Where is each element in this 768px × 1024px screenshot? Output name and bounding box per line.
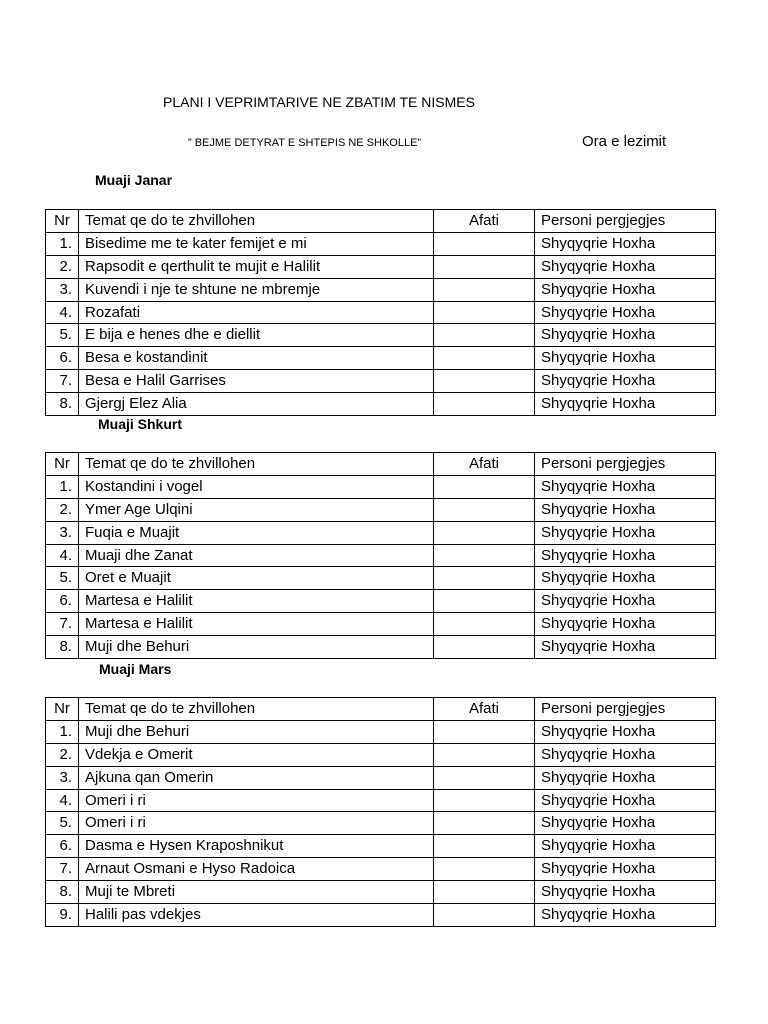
document-title: PLANI I VEPRIMTARIVE NE ZBATIM TE NISMES	[163, 94, 475, 110]
cell-personi: Shyqyqrie Hoxha	[535, 498, 716, 521]
table-row	[46, 278, 716, 301]
cell-nr: 7.	[46, 858, 79, 881]
cell-personi: Shyqyqrie Hoxha	[535, 812, 716, 835]
cell-afati	[434, 636, 535, 659]
table-row	[46, 301, 716, 324]
cell-personi: Shyqyqrie Hoxha	[535, 743, 716, 766]
table-header-row	[46, 698, 716, 721]
cell-afati	[434, 590, 535, 613]
cell-afati	[434, 858, 535, 881]
plan-table-mars	[45, 697, 716, 927]
month-heading-shkurt: Muaji Shkurt	[98, 416, 183, 432]
table-row	[46, 255, 716, 278]
cell-afati	[434, 766, 535, 789]
month-heading-janar: Muaji Janar	[95, 172, 173, 188]
header-nr: Nr	[46, 698, 79, 721]
cell-tema: Rapsodit e qerthulit te mujit e Halilit	[79, 255, 434, 278]
plan-table-janar	[45, 209, 716, 416]
header-tema: Temat qe do te zhvillohen	[79, 210, 434, 233]
cell-personi: Shyqyqrie Hoxha	[535, 393, 716, 416]
header-nr: Nr	[46, 210, 79, 233]
header-afati: Afati	[434, 453, 535, 476]
table-row	[46, 370, 716, 393]
header-afati: Afati	[434, 210, 535, 233]
cell-afati	[434, 544, 535, 567]
header-personi: Personi pergjegjes	[535, 210, 716, 233]
header-tema: Temat qe do te zhvillohen	[79, 698, 434, 721]
cell-tema: Gjergj Elez Alia	[79, 393, 434, 416]
table-row	[46, 812, 716, 835]
cell-tema: Oret e Muajit	[79, 567, 434, 590]
table-row	[46, 858, 716, 881]
cell-afati	[434, 567, 535, 590]
cell-nr: 4.	[46, 301, 79, 324]
cell-afati	[434, 301, 535, 324]
cell-tema: Besa e kostandinit	[79, 347, 434, 370]
cell-personi: Shyqyqrie Hoxha	[535, 720, 716, 743]
cell-nr: 9.	[46, 904, 79, 927]
cell-personi: Shyqyqrie Hoxha	[535, 766, 716, 789]
document-subtitle: ” BEJME DETYRAT E SHTEPIS NE SHKOLLE”	[188, 137, 422, 149]
cell-nr: 2.	[46, 498, 79, 521]
cell-personi: Shyqyqrie Hoxha	[535, 232, 716, 255]
cell-afati	[434, 835, 535, 858]
cell-afati	[434, 255, 535, 278]
table-row	[46, 498, 716, 521]
cell-nr: 2.	[46, 743, 79, 766]
cell-personi: Shyqyqrie Hoxha	[535, 835, 716, 858]
cell-tema: Bisedime me te kater femijet e mi	[79, 232, 434, 255]
table-row	[46, 393, 716, 416]
cell-nr: 8.	[46, 636, 79, 659]
cell-afati	[434, 521, 535, 544]
cell-tema: Fuqia e Muajit	[79, 521, 434, 544]
header-afati: Afati	[434, 698, 535, 721]
cell-tema: Ymer Age Ulqini	[79, 498, 434, 521]
cell-nr: 6.	[46, 835, 79, 858]
cell-personi: Shyqyqrie Hoxha	[535, 521, 716, 544]
cell-tema: Ajkuna qan Omerin	[79, 766, 434, 789]
plan-table-shkurt	[45, 452, 716, 659]
cell-afati	[434, 881, 535, 904]
header-tema: Temat qe do te zhvillohen	[79, 453, 434, 476]
cell-afati	[434, 498, 535, 521]
table-header-row	[46, 453, 716, 476]
cell-nr: 4.	[46, 544, 79, 567]
cell-personi: Shyqyqrie Hoxha	[535, 544, 716, 567]
cell-afati	[434, 789, 535, 812]
cell-personi: Shyqyqrie Hoxha	[535, 301, 716, 324]
cell-nr: 2.	[46, 255, 79, 278]
cell-nr: 5.	[46, 324, 79, 347]
cell-personi: Shyqyqrie Hoxha	[535, 255, 716, 278]
ora-label: Ora e lezimit	[582, 133, 667, 150]
cell-afati	[434, 370, 535, 393]
cell-tema: Dasma e Hysen Kraposhnikut	[79, 835, 434, 858]
cell-tema: Kuvendi i nje te shtune ne mbremje	[79, 278, 434, 301]
cell-personi: Shyqyqrie Hoxha	[535, 590, 716, 613]
table-row	[46, 590, 716, 613]
cell-personi: Shyqyqrie Hoxha	[535, 370, 716, 393]
cell-afati	[434, 324, 535, 347]
cell-tema: Kostandini i vogel	[79, 475, 434, 498]
cell-afati	[434, 347, 535, 370]
table-row	[46, 544, 716, 567]
table-row	[46, 636, 716, 659]
cell-nr: 8.	[46, 881, 79, 904]
cell-nr: 1.	[46, 720, 79, 743]
table-row	[46, 475, 716, 498]
table-row	[46, 521, 716, 544]
cell-nr: 3.	[46, 766, 79, 789]
table-row	[46, 743, 716, 766]
table-header-row	[46, 210, 716, 233]
header-personi: Personi pergjegjes	[535, 698, 716, 721]
table-row	[46, 324, 716, 347]
cell-afati	[434, 475, 535, 498]
cell-nr: 6.	[46, 347, 79, 370]
cell-personi: Shyqyqrie Hoxha	[535, 613, 716, 636]
cell-tema: Besa e Halil Garrises	[79, 370, 434, 393]
cell-afati	[434, 232, 535, 255]
cell-tema: Rozafati	[79, 301, 434, 324]
cell-nr: 4.	[46, 789, 79, 812]
cell-tema: Muji dhe Behuri	[79, 636, 434, 659]
cell-tema: Muji dhe Behuri	[79, 720, 434, 743]
table-row	[46, 347, 716, 370]
table-row	[46, 613, 716, 636]
cell-tema: Halili pas vdekjes	[79, 904, 434, 927]
cell-tema: Martesa e Halilit	[79, 613, 434, 636]
cell-personi: Shyqyqrie Hoxha	[535, 347, 716, 370]
cell-personi: Shyqyqrie Hoxha	[535, 881, 716, 904]
table-row	[46, 567, 716, 590]
cell-tema: Muaji dhe Zanat	[79, 544, 434, 567]
cell-nr: 3.	[46, 521, 79, 544]
cell-personi: Shyqyqrie Hoxha	[535, 789, 716, 812]
cell-personi: Shyqyqrie Hoxha	[535, 278, 716, 301]
table-row	[46, 720, 716, 743]
header-personi: Personi pergjegjes	[535, 453, 716, 476]
cell-afati	[434, 812, 535, 835]
cell-afati	[434, 613, 535, 636]
cell-tema: Omeri i ri	[79, 812, 434, 835]
cell-nr: 5.	[46, 812, 79, 835]
cell-personi: Shyqyqrie Hoxha	[535, 636, 716, 659]
cell-afati	[434, 393, 535, 416]
cell-personi: Shyqyqrie Hoxha	[535, 475, 716, 498]
cell-nr: 7.	[46, 613, 79, 636]
table-row	[46, 232, 716, 255]
cell-personi: Shyqyqrie Hoxha	[535, 858, 716, 881]
cell-nr: 3.	[46, 278, 79, 301]
month-heading-mars: Muaji Mars	[99, 661, 172, 677]
cell-nr: 1.	[46, 232, 79, 255]
cell-nr: 1.	[46, 475, 79, 498]
cell-personi: Shyqyqrie Hoxha	[535, 567, 716, 590]
cell-afati	[434, 743, 535, 766]
cell-nr: 7.	[46, 370, 79, 393]
cell-tema: Muji te Mbreti	[79, 881, 434, 904]
cell-afati	[434, 904, 535, 927]
cell-tema: Omeri i ri	[79, 789, 434, 812]
table-row	[46, 881, 716, 904]
cell-afati	[434, 720, 535, 743]
cell-nr: 6.	[46, 590, 79, 613]
cell-nr: 8.	[46, 393, 79, 416]
cell-tema: Vdekja e Omerit	[79, 743, 434, 766]
table-row	[46, 835, 716, 858]
cell-afati	[434, 278, 535, 301]
table-row	[46, 789, 716, 812]
table-row	[46, 904, 716, 927]
cell-tema: Martesa e Halilit	[79, 590, 434, 613]
cell-tema: E bija e henes dhe e diellit	[79, 324, 434, 347]
cell-nr: 5.	[46, 567, 79, 590]
cell-personi: Shyqyqrie Hoxha	[535, 904, 716, 927]
cell-tema: Arnaut Osmani e Hyso Radoica	[79, 858, 434, 881]
table-row	[46, 766, 716, 789]
header-nr: Nr	[46, 453, 79, 476]
cell-personi: Shyqyqrie Hoxha	[535, 324, 716, 347]
